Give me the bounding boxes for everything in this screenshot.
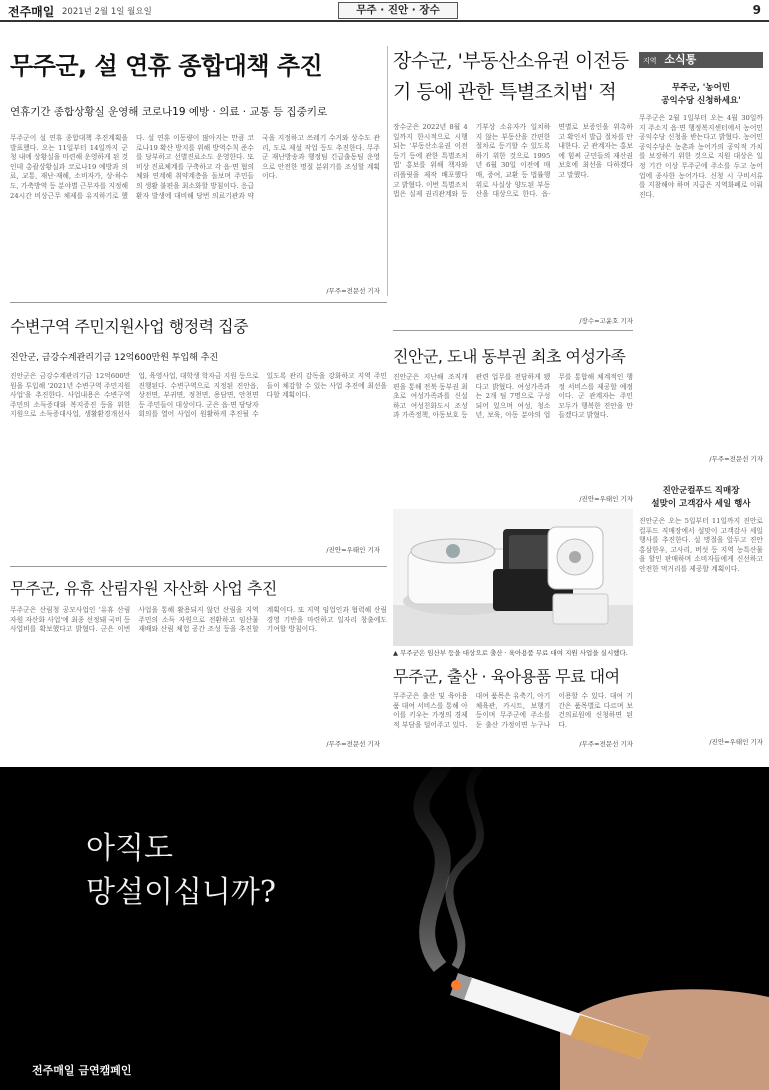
- page-number: 9: [752, 3, 761, 17]
- section-rule-2: [393, 330, 633, 331]
- ad-headline: [86, 827, 276, 915]
- lead-subheadline: 연휴기간 종합상황실 운영해 코로나19 예방 · 의료 · 교통 등 집중키로: [10, 106, 328, 118]
- story3-subheadline: 진안군, 금강수계관리기금 12억600만원 투입해 추진: [10, 353, 219, 363]
- sidebar-item2-title: [639, 485, 763, 511]
- story5-byline: /무주=전문선 기자: [326, 740, 380, 748]
- story3-headline: 수변구역 주민지원사업 행정력 집중: [10, 317, 249, 336]
- story6-byline: /무주=전문선 기자: [579, 740, 633, 748]
- story6-headline: 무주군, 출산 · 육아용품 무료 대여: [393, 667, 620, 686]
- sidebar-item2-byline: /진안=우태인 기자: [709, 738, 763, 746]
- story2-headline: 장수군, '부동산소유권 이전등기 등에 관한 특별조치법' 적: [393, 50, 629, 103]
- section-rule-3: [10, 566, 387, 567]
- photo-caption: ▲ 무주군은 임산부 등을 대상으로 출산 · 육아용품 무료 대여 지원 사업을 실시했다.: [393, 649, 628, 657]
- sidebar-item1-title-line2: 공익수당 신청하세요': [661, 96, 741, 106]
- sidebar-item2-title-line2: 설맞이 고객감사 세일 행사: [651, 499, 751, 509]
- story3-body: 진안군은 금강수계관리기금 12억600만원을 투입해 '2021년 수변구역 주민지원사업'을 추진한다. 사업내용은 수변구역 주민의 소득증대와 복지증진 등을 위한 지원으로 소득증대사업, 생활환경개선사업, 육영사업, 대학생 학자금 지원 등으로 진행된다. 수변구역으로 지정된 진안읍, 상전면, 부귀면, 정천면, 용담면, 안천면 등 주민들이 대상이다. 군은 읍·면 담당자 회의를 열어 사업이 원활하게 추진될 수 있도록 관리 감독을 강화하고 지역 주민들이 체감할 수 있는 사업 추진에 최선을 다할 계획이다.: [10, 372, 387, 419]
- lead-body: 무주군이 설 연휴 종합대책 추진계획을 발표했다. 오는 11일부터 14일까지 군청 내에 상황실을 마련해 운영하게 된 것인데 총괄상황실과 코로나19 예방과 의료, 교통, 재난·재해, 소비자가, 상·하수도, 가축방역 등 분야별 근무자를 지정해 24시간 비상근무 체제를 유지하기로 했다. 설 연휴 이동량이 많아지는 만큼 코로나19 확산 방지를 위해 방역수칙 준수를 당부하고 선별진료소도 운영한다. 또 비상 진료체계를 구축하고 각 읍·면 협의체와 연계해 취약계층을 돌보며 주민들의 생활 불편을 최소화할 방침이다. 응급환자 발생에 대비해 당번 의료기관과 약국을 지정하고 쓰레기 수거와 상수도 관리, 도로 제설 작업 등도 추진한다. 무주군 재난방송과 행정팀 긴급출동팀 운영으로 안전한 명절 분위기를 조성할 계획이다.: [10, 134, 380, 200]
- anti-smoking-ad: [0, 767, 769, 1090]
- story2-body: 장수군은 2022년 8월 4일까지 한시적으로 시행되는 '부동산소유권 이전등기 등에 관한 특별조치법' 홍보를 위해 책자와 리플릿을 제작 배포했다고 밝혔다. 이번 특별조치법은 실제 권리관계와 등기부상 소유자가 일치하지 않는 부동산을 간편한 절차로 등기할 수 있도록 하기 위한 것으로 1995년 6월 30일 이전에 매매, 증여, 교환 등 법률행위로 사실상 양도된 부동산을 대상으로 한다. 읍·면별로 보증인을 위촉하고 확인서 발급 절차를 안내한다. 군 관계자는 홍보에 힘써 군민들의 재산권 보호에 최선을 다하겠다고 말했다.: [393, 123, 633, 199]
- publication-date: 2021년 2월 1일 월요일: [62, 7, 152, 17]
- sidebar-item1-title: [639, 82, 763, 108]
- sidebar-news-briefs: [639, 52, 763, 746]
- section-rule: [10, 302, 387, 303]
- sidebar-item1-body: 무주군은 2월 1일부터 오는 4월 30일까지 주소지 읍·면 행정복지센터에서 농어민 공익수당 신청을 받는다고 밝혔다. 농어민 공익수당은 농촌과 농어가의 공익적 가치를 보장하기 위한 것으로 지원 대상은 일정 기간 이상 무주군에 주소를 두고 농어업에 종사한 농어가다. 신청 시 구비서류를 지참해야 하며 지급은 지역화폐로 이뤄진다.: [639, 114, 763, 199]
- product-photo: [393, 509, 633, 646]
- story2-byline: /장수=고윤호 기자: [579, 317, 633, 325]
- lead-byline: /무주=전문선 기자: [326, 287, 380, 295]
- sidebar-title: 소식통: [664, 53, 697, 66]
- story6-body: 무주군은 출산 및 육아용품 대여 서비스를 통해 아이를 키우는 가정의 경제적 부담을 덜어주고 있다. 대여 품목은 유축기, 아기체육관, 카시트, 보행기 등이며 무주군에 주소를 둔 출산 가정이면 누구나 이용할 수 있다. 대여 기간은 품목별로 다르며 보건의료원에 신청하면 된다.: [393, 692, 633, 729]
- sidebar-item1-byline: /무주=전문선 기자: [709, 455, 763, 463]
- sidebar-tag: 지역: [643, 57, 657, 65]
- story4-byline: /진안=우태인 기자: [579, 495, 633, 503]
- story5-body: 무주군은 산림청 공모사업인 '유휴 산림자원 자산화 사업'에 최종 선정돼 국비 등 사업비를 확보했다고 밝혔다. 군은 이번 사업을 통해 활용되지 않던 산림을 지역 주민의 소득 자원으로 전환하고 임산물 재배와 산림 체험 공간 조성 등을 추진할 계획이다. 또 지역 임업인과 협력해 산림 경영 기반을 마련하고 일자리 창출에도 기여할 방침이다.: [10, 606, 387, 634]
- story4-body: 진안군은 지난해 조직개편을 통해 전북 동부권 최초로 여성가족과를 신설하고 여성친화도시 조성과 가족정책, 아동보호 등 관련 업무를 전담하게 됐다고 밝혔다. 여성가족과는 2개 팀 7명으로 구성되어 있으며 여성, 청소년, 보육, 아동 분야의 업무를 통합해 체계적인 행정 서비스를 제공할 예정이다. 군 관계자는 주민 모두가 행복한 진안을 만들겠다고 밝혔다.: [393, 373, 633, 420]
- ad-footer: 전주매일 금연캠페인: [32, 1064, 132, 1077]
- story5-headline: 무주군, 유휴 산림자원 자산화 사업 추진: [10, 579, 277, 598]
- page-header: [0, 0, 769, 22]
- sidebar-item1-title-line1: 무주군, '농어민: [671, 83, 731, 93]
- column-divider: [387, 46, 388, 296]
- sidebar-item2-title-line1: 진안군컬푸드 직매장: [662, 486, 740, 496]
- section-label: 무주 · 진안 · 장수: [338, 2, 458, 19]
- sidebar-header: [639, 52, 763, 68]
- ad-headline-line2: 망설이십니까?: [86, 875, 276, 910]
- cigarette-illustration: [0, 767, 769, 1090]
- ad-headline-line1: 아직도: [86, 831, 173, 866]
- sidebar-item2-body: 진안군은 오는 5일부터 11일까지 진안로컬푸드 직매장에서 설맞이 고객감사 세일 행사를 추진한다. 설 명절을 앞두고 진안홍삼한우, 고사리, 버섯 등 지역 농특산물을 할인 판매하며 소비자들에게 신선하고 안전한 먹거리를 제공할 계획이다.: [639, 517, 763, 573]
- story3-byline: /진안=우태인 기자: [326, 546, 380, 554]
- story4-headline: 진안군, 도내 동부권 최초 여성가족: [393, 347, 626, 366]
- masthead: 전주매일: [8, 5, 55, 19]
- photo-illustration: [393, 509, 633, 646]
- lead-headline: 무주군, 설 연휴 종합대책 추진: [10, 52, 323, 80]
